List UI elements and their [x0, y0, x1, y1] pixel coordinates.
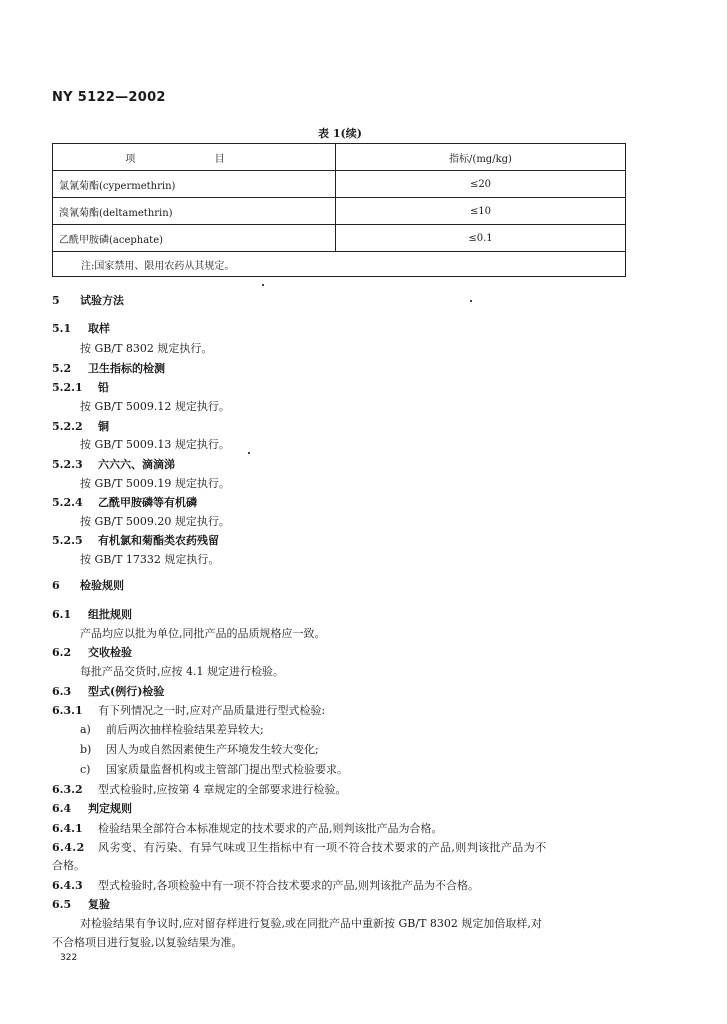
list-text: 因人为或自然因素使生产环境发生较大变化; [106, 743, 319, 756]
table-note-row [53, 252, 626, 277]
section-5-2-2-text: 按 GB/T 5009.13 规定执行。 [80, 438, 230, 451]
section-5-2-4-text: 按 GB/T 5009.20 规定执行。 [80, 515, 230, 528]
section-title: 取样 [88, 322, 110, 335]
section-title: 乙酰甲胺磷等有机磷 [98, 496, 197, 509]
section-title: 六六六、滴滴涕 [98, 458, 175, 471]
section-title: 判定规则 [88, 802, 132, 815]
section-5-2-3-heading [52, 456, 175, 472]
row-item: 溴氰菊酯(deltamethrin) [53, 198, 336, 225]
row-limit: ≤20 [336, 171, 626, 198]
section-number: 5.2.2 [52, 420, 83, 433]
section-title: 组批规则 [88, 608, 132, 621]
scan-speck [248, 452, 250, 454]
section-6-1-heading [52, 606, 132, 622]
table-note: 注:国家禁用、限用农药从其规定。 [53, 252, 626, 277]
section-5-2-3-text: 按 GB/T 5009.19 规定执行。 [80, 477, 230, 490]
section-title: 铜 [98, 420, 109, 433]
section-5-2-1-heading [52, 379, 109, 395]
section-6-1-text: 产品均应以批为单位,同批产品的品质规格应一致。 [80, 627, 326, 640]
section-5-1-text: 按 GB/T 8302 规定执行。 [80, 342, 213, 355]
section-number: 6.4.3 [52, 879, 83, 892]
section-number: 6.5 [52, 898, 72, 911]
section-number: 6.4 [52, 802, 72, 815]
section-6-4-2 [52, 839, 547, 855]
table-header-row [53, 144, 626, 171]
row-limit: ≤10 [336, 198, 626, 225]
section-number: 6.2 [52, 646, 72, 659]
limits-table [52, 143, 626, 277]
section-text: 型式检验时,各项检验中有一项不符合技术要求的产品,则判该批产品为不合格。 [98, 879, 479, 892]
scan-speck [470, 300, 472, 302]
section-5-1-heading [52, 320, 110, 336]
table-row [53, 171, 626, 198]
section-number: 6 [52, 579, 60, 592]
section-text: 检验结果全部符合本标准规定的技术要求的产品,则判该批产品为合格。 [98, 822, 443, 835]
table-row [53, 225, 626, 252]
section-6-heading [52, 577, 124, 593]
section-number: 5 [52, 294, 60, 307]
section-6-4-2-continued: 合格。 [52, 859, 85, 872]
section-text: 有下列情况之一时,应对产品质量进行型式检验: [98, 704, 326, 717]
row-limit: ≤0.1 [336, 225, 626, 252]
section-number: 6.4.1 [52, 822, 83, 835]
section-number: 5.1 [52, 322, 72, 335]
section-text: 型式检验时,应按第 4 章规定的全部要求进行检验。 [98, 783, 347, 796]
section-6-4-1 [52, 820, 443, 836]
section-5-heading [52, 292, 124, 308]
section-5-2-1-text: 按 GB/T 5009.12 规定执行。 [80, 400, 230, 413]
section-6-2-text: 每批产品交货时,应按 4.1 规定进行检验。 [80, 665, 284, 678]
section-number: 6.3.1 [52, 704, 83, 717]
section-title: 型式(例行)检验 [88, 685, 165, 698]
list-marker: a) [80, 723, 91, 736]
section-number: 5.2 [52, 362, 72, 375]
section-number: 5.2.4 [52, 496, 83, 509]
row-item: 乙酰甲胺磷(acephate) [53, 225, 336, 252]
section-6-4-heading [52, 800, 132, 816]
section-6-3-1 [52, 702, 325, 718]
section-number: 5.2.3 [52, 458, 83, 471]
table-row [53, 198, 626, 225]
section-title: 检验规则 [80, 579, 124, 592]
list-text: 国家质量监督机构或主管部门提出型式检验要求。 [106, 763, 348, 776]
section-number: 6.4.2 [52, 841, 85, 854]
section-5-2-2-heading [52, 418, 109, 434]
list-item [80, 741, 319, 757]
section-number: 6.3 [52, 685, 72, 698]
table-caption: 表 1(续) [318, 127, 362, 140]
section-title: 交收检验 [88, 646, 132, 659]
list-marker: c) [80, 763, 91, 776]
section-title: 卫生指标的检测 [88, 362, 165, 375]
scan-speck [262, 284, 264, 286]
section-6-5-heading [52, 896, 110, 912]
section-title: 铅 [98, 381, 109, 394]
section-number: 5.2.1 [52, 381, 83, 394]
section-text: 风劣变、有污染、有异气味或卫生指标中有一项不符合技术要求的产品,则判该批产品为不 [98, 841, 547, 854]
row-item: 氯氰菊酯(cypermethrin) [53, 171, 336, 198]
section-number: 6.1 [52, 608, 72, 621]
list-item [80, 761, 348, 777]
list-text: 前后两次抽样检验结果差异较大; [106, 723, 264, 736]
section-5-2-heading [52, 360, 165, 376]
section-5-2-5-text: 按 GB/T 17332 规定执行。 [80, 553, 220, 566]
section-number: 6.3.2 [52, 783, 83, 796]
list-item [80, 721, 264, 737]
section-title: 有机氯和菊酯类农药残留 [98, 534, 219, 547]
section-5-2-4-heading [52, 494, 197, 510]
section-6-2-heading [52, 644, 132, 660]
section-6-4-3 [52, 877, 479, 893]
section-number: 5.2.5 [52, 534, 83, 547]
section-6-3-heading [52, 683, 164, 699]
standard-number: NY 5122—2002 [52, 90, 166, 105]
section-6-5-text: 对检验结果有争议时,应对留存样进行复验,或在同批产品中重新按 GB/T 8302 规定加倍取样,对 [80, 917, 542, 930]
header-item: 项 目 [53, 144, 336, 171]
page-number: 322 [60, 953, 78, 963]
section-6-5-text-continued: 不合格项目进行复验,以复验结果为准。 [52, 936, 243, 949]
section-5-2-5-heading [52, 532, 219, 548]
section-title: 复验 [88, 898, 110, 911]
list-marker: b) [80, 743, 92, 756]
header-limit: 指标/(mg/kg) [336, 144, 626, 171]
section-6-3-2 [52, 781, 347, 797]
section-title: 试验方法 [80, 294, 124, 307]
